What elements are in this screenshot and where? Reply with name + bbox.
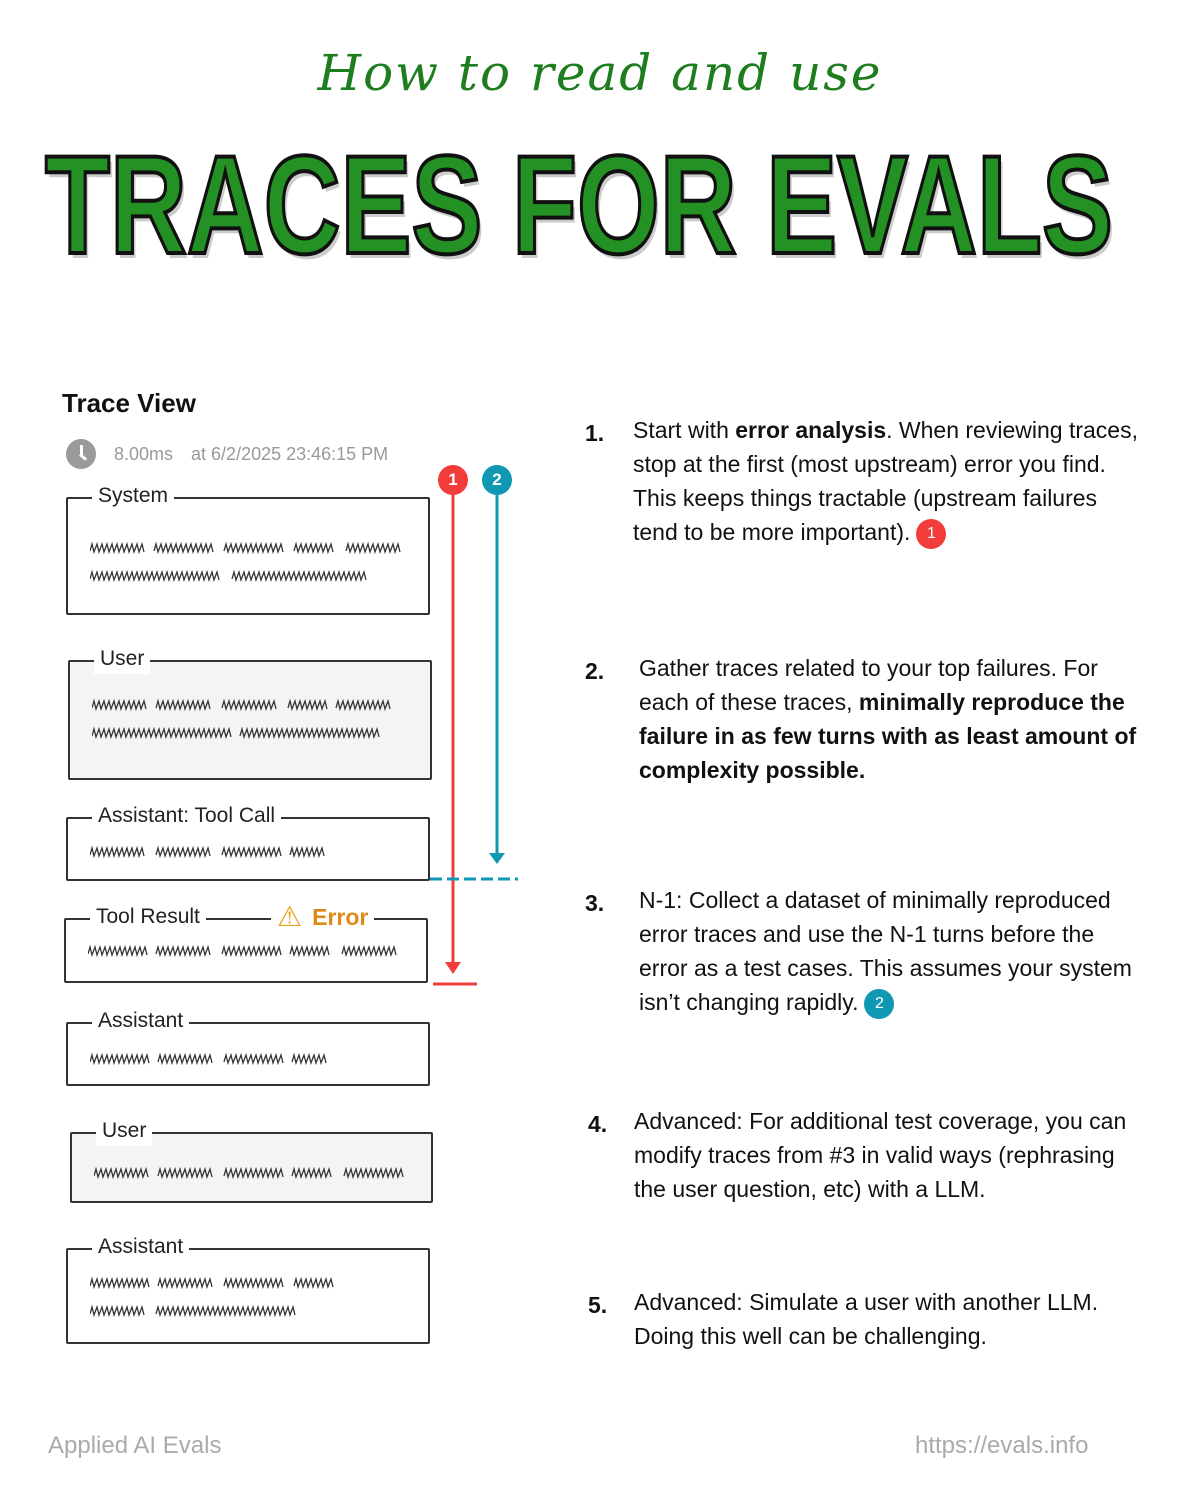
- scribble-word: [154, 544, 213, 552]
- message-label: Assistant: Tool Call: [92, 801, 281, 831]
- scribble-word: [224, 544, 283, 552]
- scribble-word: [292, 1055, 326, 1063]
- step-3: [585, 883, 1145, 1019]
- step-bold-text: error analysis: [735, 417, 887, 443]
- duration: 8.00ms: [114, 443, 174, 464]
- scribble-word: [90, 572, 219, 580]
- scribble-word: [156, 1307, 295, 1315]
- scribble-word: [336, 701, 390, 709]
- step-number: 5.: [588, 1292, 608, 1318]
- scribble-word: [90, 1307, 144, 1315]
- step-bold-text: minimally reproduce the failure in as few turns with as least amount of complexity possible.: [639, 689, 1137, 783]
- scribble-word: [90, 848, 144, 856]
- scribble-text: [90, 819, 410, 879]
- message-system: [66, 484, 430, 615]
- scribble-word: [342, 947, 396, 955]
- scribble-text: [88, 920, 408, 980]
- step-text: Advanced: For additional test coverage, you can modify traces from #3 in valid ways (rephrasing the user question, etc) with a LLM.: [634, 1108, 1127, 1202]
- step-5: [588, 1285, 1145, 1353]
- scribble-word: [294, 1279, 333, 1287]
- message-label: Assistant: [92, 1232, 189, 1262]
- scribble-text: [90, 499, 410, 609]
- message-label: Assistant: [92, 1006, 189, 1036]
- scribble-word: [290, 947, 329, 955]
- scribble-word: [344, 1169, 403, 1177]
- scribble-word: [90, 1055, 149, 1063]
- step-text: Gather traces related to your top failures. For each of these traces,: [639, 655, 1098, 715]
- scribble-word: [346, 544, 400, 552]
- scribble-word: [90, 544, 144, 552]
- scribble-word: [156, 701, 210, 709]
- scribble-word: [156, 947, 210, 955]
- scribble-word: [158, 1279, 212, 1287]
- red-arrow-head: [445, 962, 461, 974]
- scribble-word: [88, 947, 147, 955]
- step-number: 3.: [585, 890, 605, 916]
- timestamp: at 6/2/2025 23:46:15 PM: [191, 443, 389, 464]
- teal-arrow-head: [489, 853, 505, 864]
- step-2: [585, 651, 1145, 787]
- message-user: [70, 1119, 433, 1203]
- step-text: . When reviewing traces, stop at the first (most upstream) error you find. This keeps things tractable (upstream failures tend to be more important).: [633, 417, 1138, 545]
- step-4: [588, 1104, 1145, 1206]
- marker-1-badge: 1: [438, 465, 468, 495]
- error-label: Error: [312, 903, 369, 930]
- scribble-word: [222, 947, 281, 955]
- scribble-word: [232, 572, 366, 580]
- message-label: User: [96, 1116, 152, 1146]
- scribble-word: [224, 1055, 283, 1063]
- scribble-word: [224, 1279, 283, 1287]
- scribble-word: [288, 701, 327, 709]
- scribble-word: [290, 848, 324, 856]
- step-text: N-1: Collect a dataset of minimally reproduced error traces and use the N-1 turns before the error as a test cases. This assumes your system isn’t changing rapidly.: [639, 887, 1132, 1015]
- scribble-word: [222, 701, 276, 709]
- scribble-word: [294, 544, 333, 552]
- scribble-word: [92, 729, 231, 737]
- scribble-word: [292, 1169, 331, 1177]
- trace-view-title: Trace View: [62, 388, 196, 418]
- warning-icon: ⚠: [277, 901, 303, 932]
- step-number: 4.: [588, 1111, 608, 1137]
- scribble-word: [158, 1169, 212, 1177]
- scribble-word: [240, 729, 379, 737]
- message-tool-call: [66, 804, 430, 881]
- message-label: Tool Result: [90, 902, 206, 932]
- scribble-text: [90, 1024, 410, 1084]
- scribble-word: [94, 1169, 148, 1177]
- step-text: Start with: [633, 417, 736, 443]
- message-assistant: [66, 1009, 430, 1086]
- step-number: 1.: [585, 420, 605, 446]
- message-label: System: [92, 481, 174, 511]
- scribble-word: [156, 848, 210, 856]
- message-label: User: [94, 644, 150, 674]
- message-tool-result: [64, 901, 428, 983]
- step-number: 2.: [585, 658, 605, 684]
- message-user: [68, 647, 432, 780]
- scribble-text: [90, 1250, 410, 1340]
- scribble-word: [222, 848, 281, 856]
- scribble-word: [92, 701, 146, 709]
- message-assistant: [66, 1235, 430, 1344]
- scribble-word: [224, 1169, 283, 1177]
- scribble-text: [94, 1134, 414, 1194]
- marker-2-badge: 2: [864, 989, 894, 1019]
- trace-meta: [66, 439, 388, 469]
- page-title: TRACES FOR EVALS: [45, 126, 1114, 283]
- subtitle: How to read and use: [317, 44, 883, 102]
- marker-2-badge: 2: [482, 465, 512, 495]
- step-1: [585, 413, 1145, 549]
- clock-icon: [66, 439, 96, 469]
- scribble-word: [158, 1055, 212, 1063]
- footer-brand: Applied AI Evals: [48, 1432, 222, 1459]
- scribble-text: [92, 662, 412, 772]
- marker-1-badge: 1: [916, 519, 946, 549]
- scribble-word: [90, 1279, 149, 1287]
- footer-url[interactable]: https://evals.info: [915, 1432, 1089, 1459]
- step-text: Advanced: Simulate a user with another LLM. Doing this well can be challenging.: [634, 1289, 1099, 1349]
